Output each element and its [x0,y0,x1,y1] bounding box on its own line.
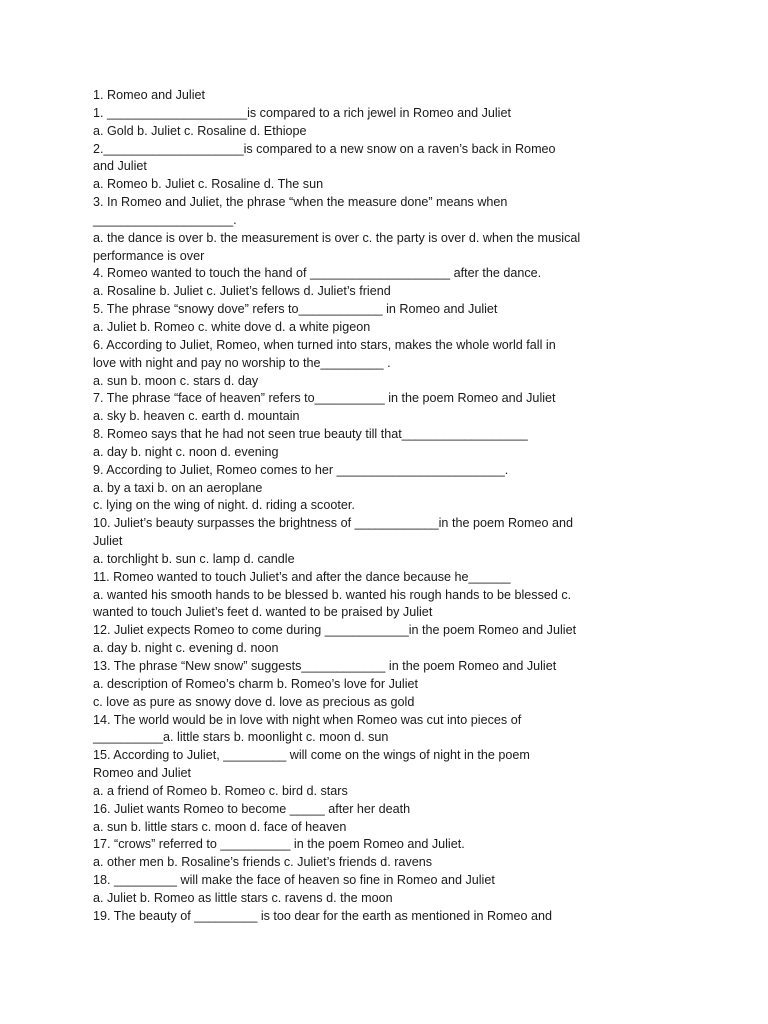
question-5: 5. The phrase “snowy dove” refers to____________ in Romeo and Juliet [93,302,498,317]
question-2-cont: and Juliet [93,159,147,174]
question-7: 7. The phrase “face of heaven” refers to__________ in the poem Romeo and Juliet [93,391,556,406]
question-1: 1. ____________________is compared to a rich jewel in Romeo and Juliet [93,105,511,120]
options-1: a. Gold b. Juliet c. Rosaline d. Ethiope [93,123,307,138]
options-4: a. Rosaline b. Juliet c. Juliet’s fellows d. Juliet’s friend [93,284,391,299]
options-9: a. by a taxi b. on an aeroplane [93,480,263,495]
options-3-cont: performance is over [93,248,205,263]
question-3: 3. In Romeo and Juliet, the phrase “when the measure done” means when [93,195,508,210]
options-8: a. day b. night c. noon d. evening [93,444,279,459]
options-16: a. sun b. little stars c. moon d. face of heaven [93,819,347,834]
question-14: 14. The world would be in love with night when Romeo was cut into pieces of [93,712,522,727]
question-14-cont: __________a. little stars b. moonlight c. moon d. sun [93,730,389,745]
options-5: a. Juliet b. Romeo c. white dove d. a white pigeon [93,319,371,334]
options-10: a. torchlight b. sun c. lamp d. candle [93,551,295,566]
options-13: a. description of Romeo’s charm b. Romeo’s love for Juliet [93,676,419,691]
question-3-cont: ____________________. [93,212,237,227]
options-13-cont: c. love as pure as snowy dove d. love as precious as gold [93,694,415,709]
options-11: a. wanted his smooth hands to be blessed b. wanted his rough hands to be blessed c. [93,587,572,602]
question-19: 19. The beauty of _________ is too dear for the earth as mentioned in Romeo and [93,908,553,923]
question-8: 8. Romeo says that he had not seen true beauty till that__________________ [93,427,528,442]
question-2: 2.____________________is compared to a new snow on a raven’s back in Romeo [93,141,556,156]
options-17: a. other men b. Rosaline’s friends c. Juliet’s friends d. ravens [93,855,433,870]
question-6: 6. According to Juliet, Romeo, when turned into stars, makes the whole world fall in [93,337,556,352]
options-6: a. sun b. moon c. stars d. day [93,373,259,388]
worksheet-page [93,87,653,926]
question-6-cont: love with night and pay no worship to the_________ . [93,355,391,370]
options-7: a. sky b. heaven c. earth d. mountain [93,409,300,424]
options-9-cont: c. lying on the wing of night. d. riding a scooter. [93,498,355,513]
options-2: a. Romeo b. Juliet c. Rosaline d. The sun [93,177,324,192]
question-18: 18. _________ will make the face of heaven so fine in Romeo and Juliet [93,873,495,888]
doc-heading: 1. Romeo and Juliet [93,88,206,102]
question-9: 9. According to Juliet, Romeo comes to her ________________________. [93,462,509,477]
options-12: a. day b. night c. evening d. noon [93,641,279,656]
options-3: a. the dance is over b. the measurement is over c. the party is over d. when the musical [93,230,581,245]
question-10: 10. Juliet’s beauty surpasses the brightness of ____________in the poem Romeo and [93,516,574,531]
question-13: 13. The phrase “New snow” suggests____________ in the poem Romeo and Juliet [93,659,557,673]
question-10-cont: Juliet [93,534,123,549]
question-11: 11. Romeo wanted to touch Juliet’s and after the dance because he______ [93,569,511,584]
question-17: 17. “crows” referred to __________ in the poem Romeo and Juliet. [93,837,465,852]
question-16: 16. Juliet wants Romeo to become _____ after her death [93,801,411,816]
options-11-cont: wanted to touch Juliet’s feet d. wanted to be praised by Juliet [93,605,433,620]
question-12: 12. Juliet expects Romeo to come during ____________in the poem Romeo and Juliet [93,623,577,638]
options-18: a. Juliet b. Romeo as little stars c. ravens d. the moon [93,890,393,905]
question-15-cont: Romeo and Juliet [93,766,192,781]
question-4: 4. Romeo wanted to touch the hand of ____________________ after the dance. [93,266,542,281]
question-15: 15. According to Juliet, _________ will come on the wings of night in the poem [93,748,530,763]
options-15: a. a friend of Romeo b. Romeo c. bird d. stars [93,783,348,798]
